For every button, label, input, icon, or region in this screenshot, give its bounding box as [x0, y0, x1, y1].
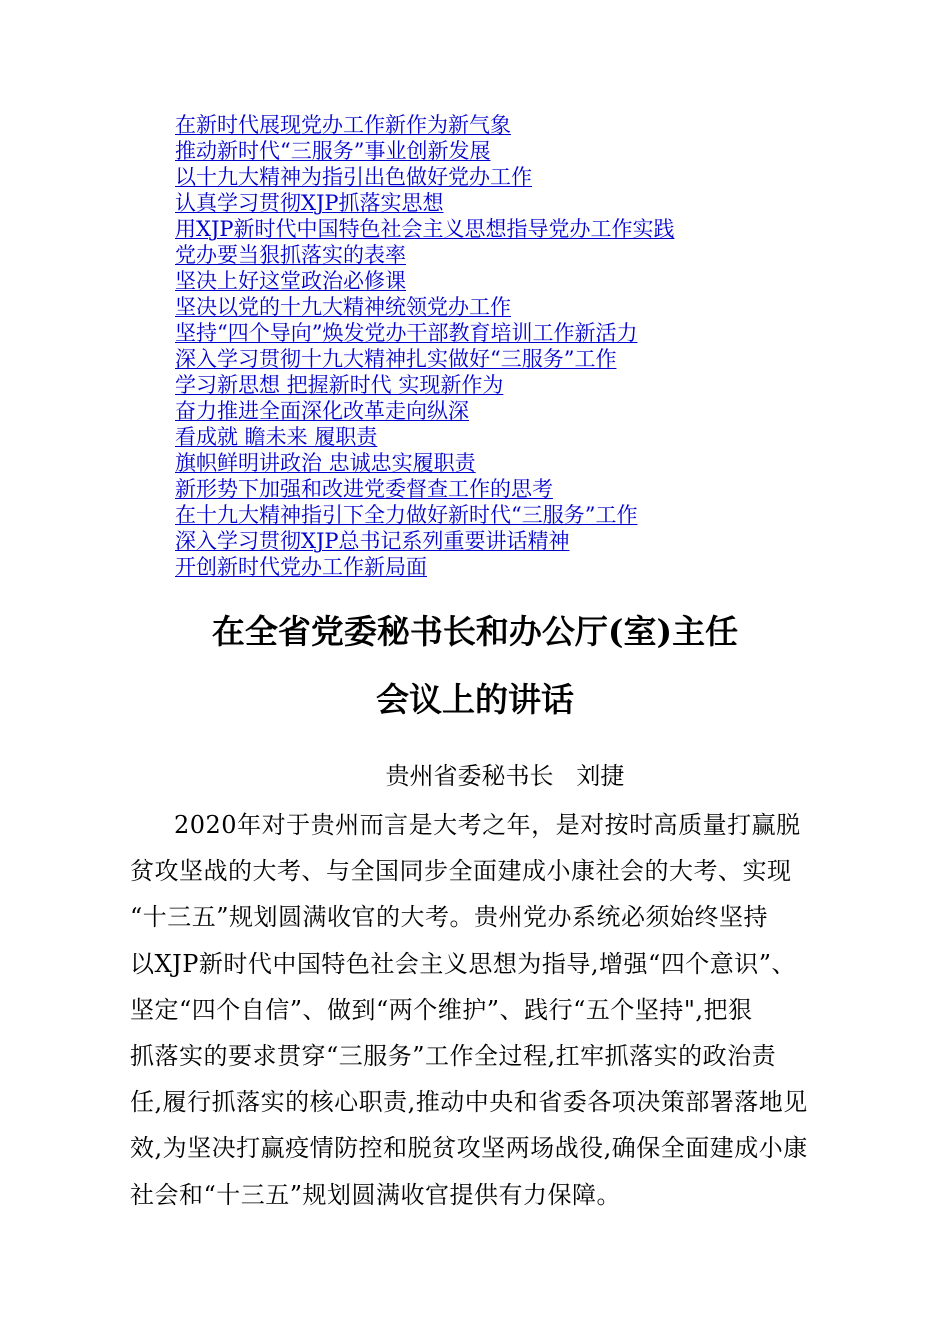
toc-link[interactable]: 深入学习贯彻XJP总书记系列重要讲话精神: [175, 529, 570, 553]
article-title-line-2: 会议上的讲话: [376, 680, 574, 719]
toc-link[interactable]: 党办要当狠抓落实的表率: [175, 243, 406, 267]
toc-item: [175, 372, 895, 398]
body-line: 任,履行抓落实的核心职责,推动中央和省委各项决策部署落地见: [130, 1088, 808, 1117]
toc-item: [175, 450, 895, 476]
toc-item: [175, 476, 895, 502]
toc-item: [175, 268, 895, 294]
toc-link[interactable]: 在十九大精神指引下全力做好新时代“三服务”工作: [175, 503, 638, 527]
toc-item: [175, 398, 895, 424]
article-title-line-1: 在全省党委秘书长和办公厅(室)主任: [211, 612, 739, 651]
toc-link[interactable]: 坚决以党的十九大精神统领党办工作: [175, 295, 511, 319]
toc-link[interactable]: 旗帜鲜明讲政治 忠诚忠实履职责: [175, 451, 476, 475]
toc-link[interactable]: 奋力推进全面深化改革走向纵深: [175, 399, 469, 423]
toc-link[interactable]: 坚持“四个导向”焕发党办干部教育培训工作新活力: [175, 321, 638, 345]
toc-item: [175, 242, 895, 268]
toc-item: [175, 216, 895, 242]
toc-item: [175, 112, 895, 138]
toc-link[interactable]: 在新时代展现党办工作新作为新气象: [175, 113, 511, 137]
toc-link[interactable]: 看成就 瞻未来 履职责: [175, 425, 378, 449]
toc-item: [175, 502, 895, 528]
toc-item: [175, 320, 895, 346]
toc-item: [175, 164, 895, 190]
toc-link[interactable]: 推动新时代“三服务”事业创新发展: [175, 139, 491, 163]
toc-item: [175, 554, 895, 580]
body-line: 社会和“十三五”规划圆满收官提供有力保障。: [130, 1180, 622, 1209]
toc-item: [175, 346, 895, 372]
toc-item: [175, 294, 895, 320]
toc-link[interactable]: 以十九大精神为指引出色做好党办工作: [175, 165, 532, 189]
body-line: 2020年对于贵州而言是大考之年，是对按时高质量打赢脱: [174, 811, 801, 839]
toc-item: [175, 138, 895, 164]
body-line: “十三五”规划圆满收官的大考。贵州党办系统必须始终坚持: [130, 903, 769, 932]
toc-item: [175, 190, 895, 216]
toc-link[interactable]: 新形势下加强和改进党委督查工作的思考: [175, 477, 553, 501]
body-line: 以XJP新时代中国特色社会主义思想为指导,增强“四个意识”、: [130, 949, 797, 978]
table-of-contents: [175, 112, 895, 580]
toc-link[interactable]: 认真学习贯彻XJP抓落实思想: [175, 191, 444, 215]
toc-link[interactable]: 学习新思想 把握新时代 实现新作为: [175, 373, 504, 397]
body-line: 抓落实的要求贯穿“三服务”工作全过程,扛牢抓落实的政治责: [130, 1041, 777, 1070]
toc-link[interactable]: 坚决上好这堂政治必修课: [175, 269, 406, 293]
body-line: 坚定“四个自信”、做到“两个维护”、践行“五个坚持",把狠: [130, 995, 753, 1024]
toc-item: [175, 528, 895, 554]
toc-link[interactable]: 用XJP新时代中国特色社会主义思想指导党办工作实践: [175, 217, 675, 241]
body-line: 效,为坚决打赢疫情防控和脱贫攻坚两场战役,确保全面建成小康: [130, 1134, 808, 1163]
article-body: [130, 802, 830, 1218]
article-author: 贵州省委秘书长 刘捷: [385, 762, 625, 790]
body-line: 贫攻坚战的大考、与全国同步全面建成小康社会的大考、实现: [130, 857, 792, 886]
toc-link[interactable]: 深入学习贯彻十九大精神扎实做好“三服务”工作: [175, 347, 617, 371]
toc-item: [175, 424, 895, 450]
toc-link[interactable]: 开创新时代党办工作新局面: [175, 555, 427, 579]
